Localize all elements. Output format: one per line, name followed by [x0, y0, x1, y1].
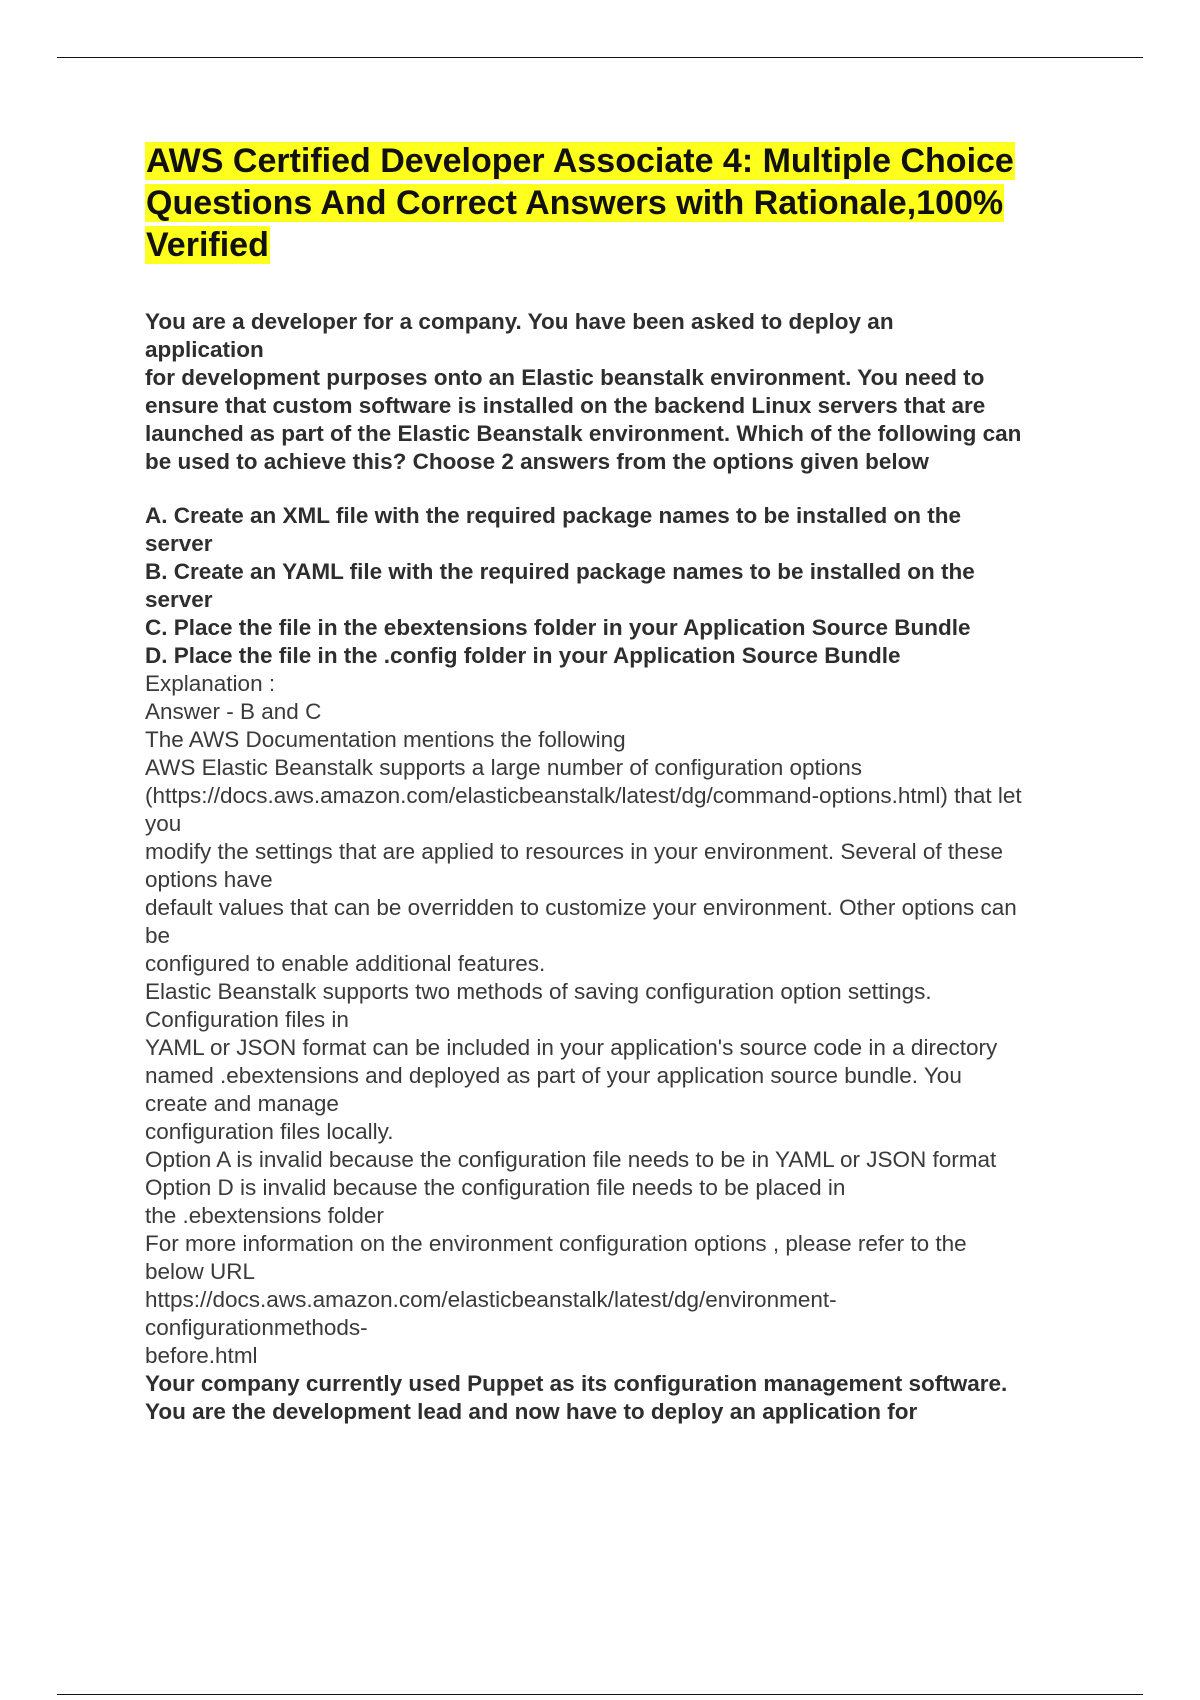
explanation-line: configurationmethods-: [145, 1315, 368, 1340]
explanation-line: Answer - B and C: [145, 699, 322, 724]
explanation-line: modify the settings that are applied to resources in your environment. Several of these: [145, 839, 1003, 864]
explanation-line: below URL: [145, 1259, 256, 1284]
question-line: You are a developer for a company. You have been asked to deploy an: [145, 309, 894, 334]
explanation-line: default values that can be overridden to customize your environment. Other options can: [145, 895, 1017, 920]
option-line: server: [145, 587, 213, 612]
explanation-line: Elastic Beanstalk supports two methods of saving configuration option settings.: [145, 979, 932, 1004]
question-line: launched as part of the Elastic Beanstalk environment. Which of the following can: [145, 421, 1022, 446]
answer-options: [145, 502, 1095, 670]
explanation-line: configured to enable additional features.: [145, 951, 546, 976]
document-title: [145, 140, 1095, 266]
explanation-line: named .ebextensions and deployed as part of your application source bundle. You: [145, 1063, 962, 1088]
option-line: C. Place the file in the ebextensions folder in your Application Source Bundle: [145, 615, 971, 640]
option-line: B. Create an YAML file with the required package names to be installed on the: [145, 559, 975, 584]
explanation-line: Explanation :: [145, 671, 276, 696]
explanation-line: YAML or JSON format can be included in your application's source code in a directory: [145, 1035, 998, 1060]
question-line: You are the development lead and now have to deploy an application for: [145, 1399, 918, 1424]
question-line: Your company currently used Puppet as its configuration management software.: [145, 1371, 1008, 1396]
explanation-line: AWS Elastic Beanstalk supports a large number of configuration options: [145, 755, 863, 780]
bottom-rule: [57, 1694, 1143, 1695]
explanation-line: (https://docs.aws.amazon.com/elasticbeanstalk/latest/dg/command-options.html) that let: [145, 783, 1022, 808]
explanation: [145, 670, 1095, 1370]
question-line: application: [145, 337, 264, 362]
explanation-line: options have: [145, 867, 273, 892]
top-rule: [57, 57, 1143, 58]
option-line: A. Create an XML file with the required package names to be installed on the: [145, 503, 962, 528]
option-line: server: [145, 531, 213, 556]
explanation-line: you: [145, 811, 182, 836]
explanation-line: Configuration files in: [145, 1007, 349, 1032]
explanation-line: For more information on the environment configuration options , please refer to the: [145, 1231, 967, 1256]
document-body: [145, 140, 1095, 1426]
explanation-line: be: [145, 923, 171, 948]
explanation-line: the .ebextensions folder: [145, 1203, 384, 1228]
option-line: D. Place the file in the .config folder in your Application Source Bundle: [145, 643, 901, 668]
explanation-line: Option D is invalid because the configuration file needs to be placed in: [145, 1175, 846, 1200]
explanation-line: https://docs.aws.amazon.com/elasticbeanstalk/latest/dg/environment-: [145, 1287, 837, 1312]
question-line: ensure that custom software is installed on the backend Linux servers that are: [145, 393, 986, 418]
explanation-line: Option A is invalid because the configuration file needs to be in YAML or JSON format: [145, 1147, 997, 1172]
question-line: be used to achieve this? Choose 2 answers from the options given below: [145, 449, 929, 474]
explanation-line: create and manage: [145, 1091, 339, 1116]
question-1: [145, 308, 1095, 476]
title-highlight: AWS Certified Developer Associate 4: Multiple Choice Questions And Correct Answers with Rationale,100% Verified: [146, 142, 1014, 264]
question-line: for development purposes onto an Elastic beanstalk environment. You need to: [145, 365, 985, 390]
question-2: [145, 1370, 1095, 1426]
explanation-line: configuration files locally.: [145, 1119, 394, 1144]
explanation-line: before.html: [145, 1343, 258, 1368]
explanation-line: The AWS Documentation mentions the following: [145, 727, 626, 752]
